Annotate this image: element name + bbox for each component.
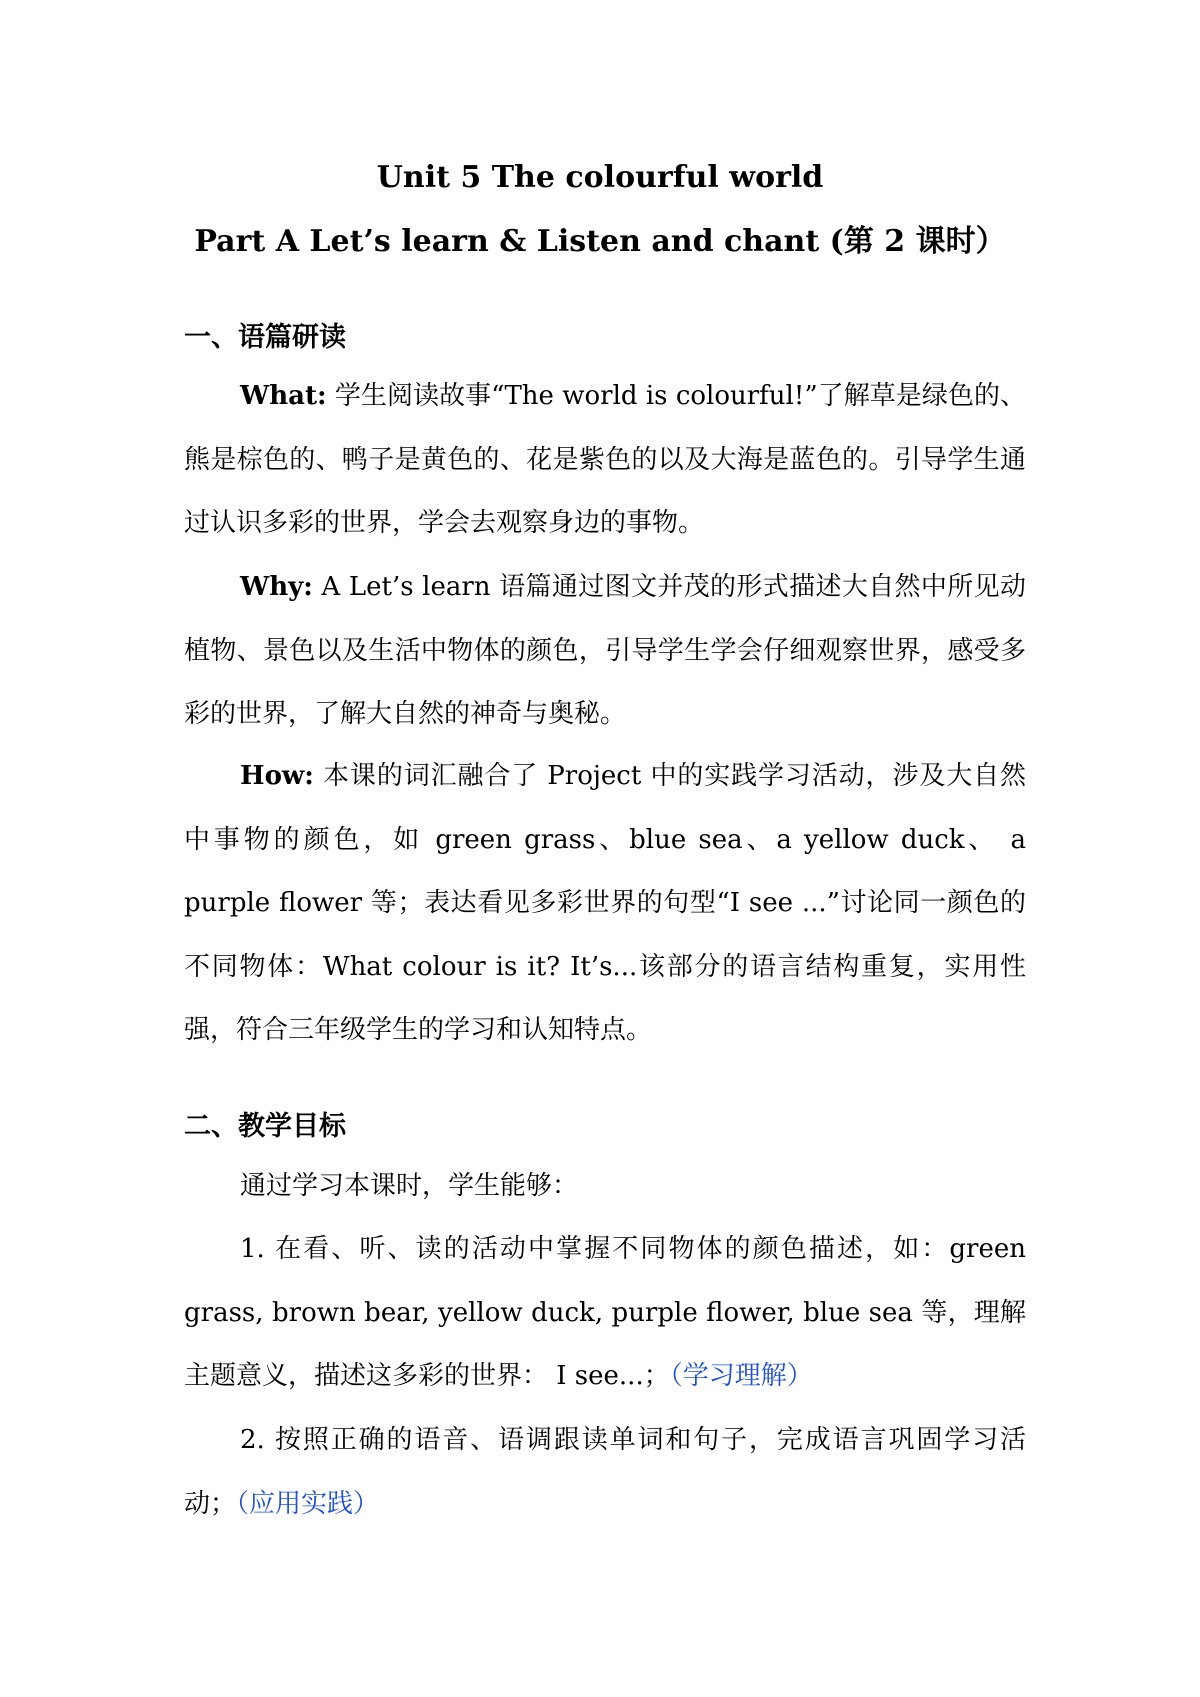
goals-intro: 通过学习本课时，学生能够： — [240, 1171, 579, 1201]
paragraph-what — [184, 365, 1026, 556]
section-heading-teaching-goals: 二、教学目标 — [184, 1111, 346, 1142]
goal-2-text: 2. 按照正确的语音、语调跟读单词和句子，完成语言巩固学习活动； — [184, 1425, 1026, 1519]
section-heading-text-study: 一、语篇研读 — [184, 322, 346, 353]
what-text: 学生阅读故事“The world is colourful!”了解草是绿色的、熊是棕色的、鸭子是黄色的、花是紫色的以及大海是蓝色的。引导学生通过认识多彩的世界，学会去观察身边的事物。 — [184, 381, 1026, 538]
goal-item-2 — [184, 1409, 1026, 1536]
how-text: 本课的词汇融合了 Project 中的实践学习活动，涉及大自然中事物的颜色，如 green grass、blue sea、a yellow duck、 a purple flower 等；表达看见多彩世界的句型“I see ...”讨论同一颜色的不同物体：What colour is it? It’s...该部分的语言结构重复，实用性强，符合三年级学生的学习和认知特点。 — [184, 761, 1026, 1045]
why-label: Why: — [240, 572, 313, 602]
why-text: A Let’s learn 语篇通过图文并茂的形式描述大自然中所见动植物、景色以及生活中物体的颜色，引导学生学会仔细观察世界，感受多彩的世界，了解大自然的神奇与奥秘。 — [184, 572, 1026, 729]
paragraph-why — [184, 556, 1026, 747]
what-label: What: — [240, 381, 327, 411]
document-subtitle: Part A Let’s learn & Listen and chant (第 2 课时） — [194, 224, 1006, 259]
how-label: How: — [240, 761, 314, 791]
goal-1-tag: （学习理解） — [669, 1361, 813, 1391]
goal-1-text: 1. 在看、听、读的活动中掌握不同物体的颜色描述，如：green grass, brown bear, yellow duck, purple flower, blue sea 等，理解主题意义，描述这多彩的世界： I see...； — [184, 1234, 1026, 1391]
paragraph-how — [184, 745, 1026, 1063]
document-title: Unit 5 The colourful world — [376, 160, 824, 195]
goal-2-tag: （应用实践） — [236, 1488, 380, 1519]
goal-item-1 — [184, 1218, 1026, 1409]
